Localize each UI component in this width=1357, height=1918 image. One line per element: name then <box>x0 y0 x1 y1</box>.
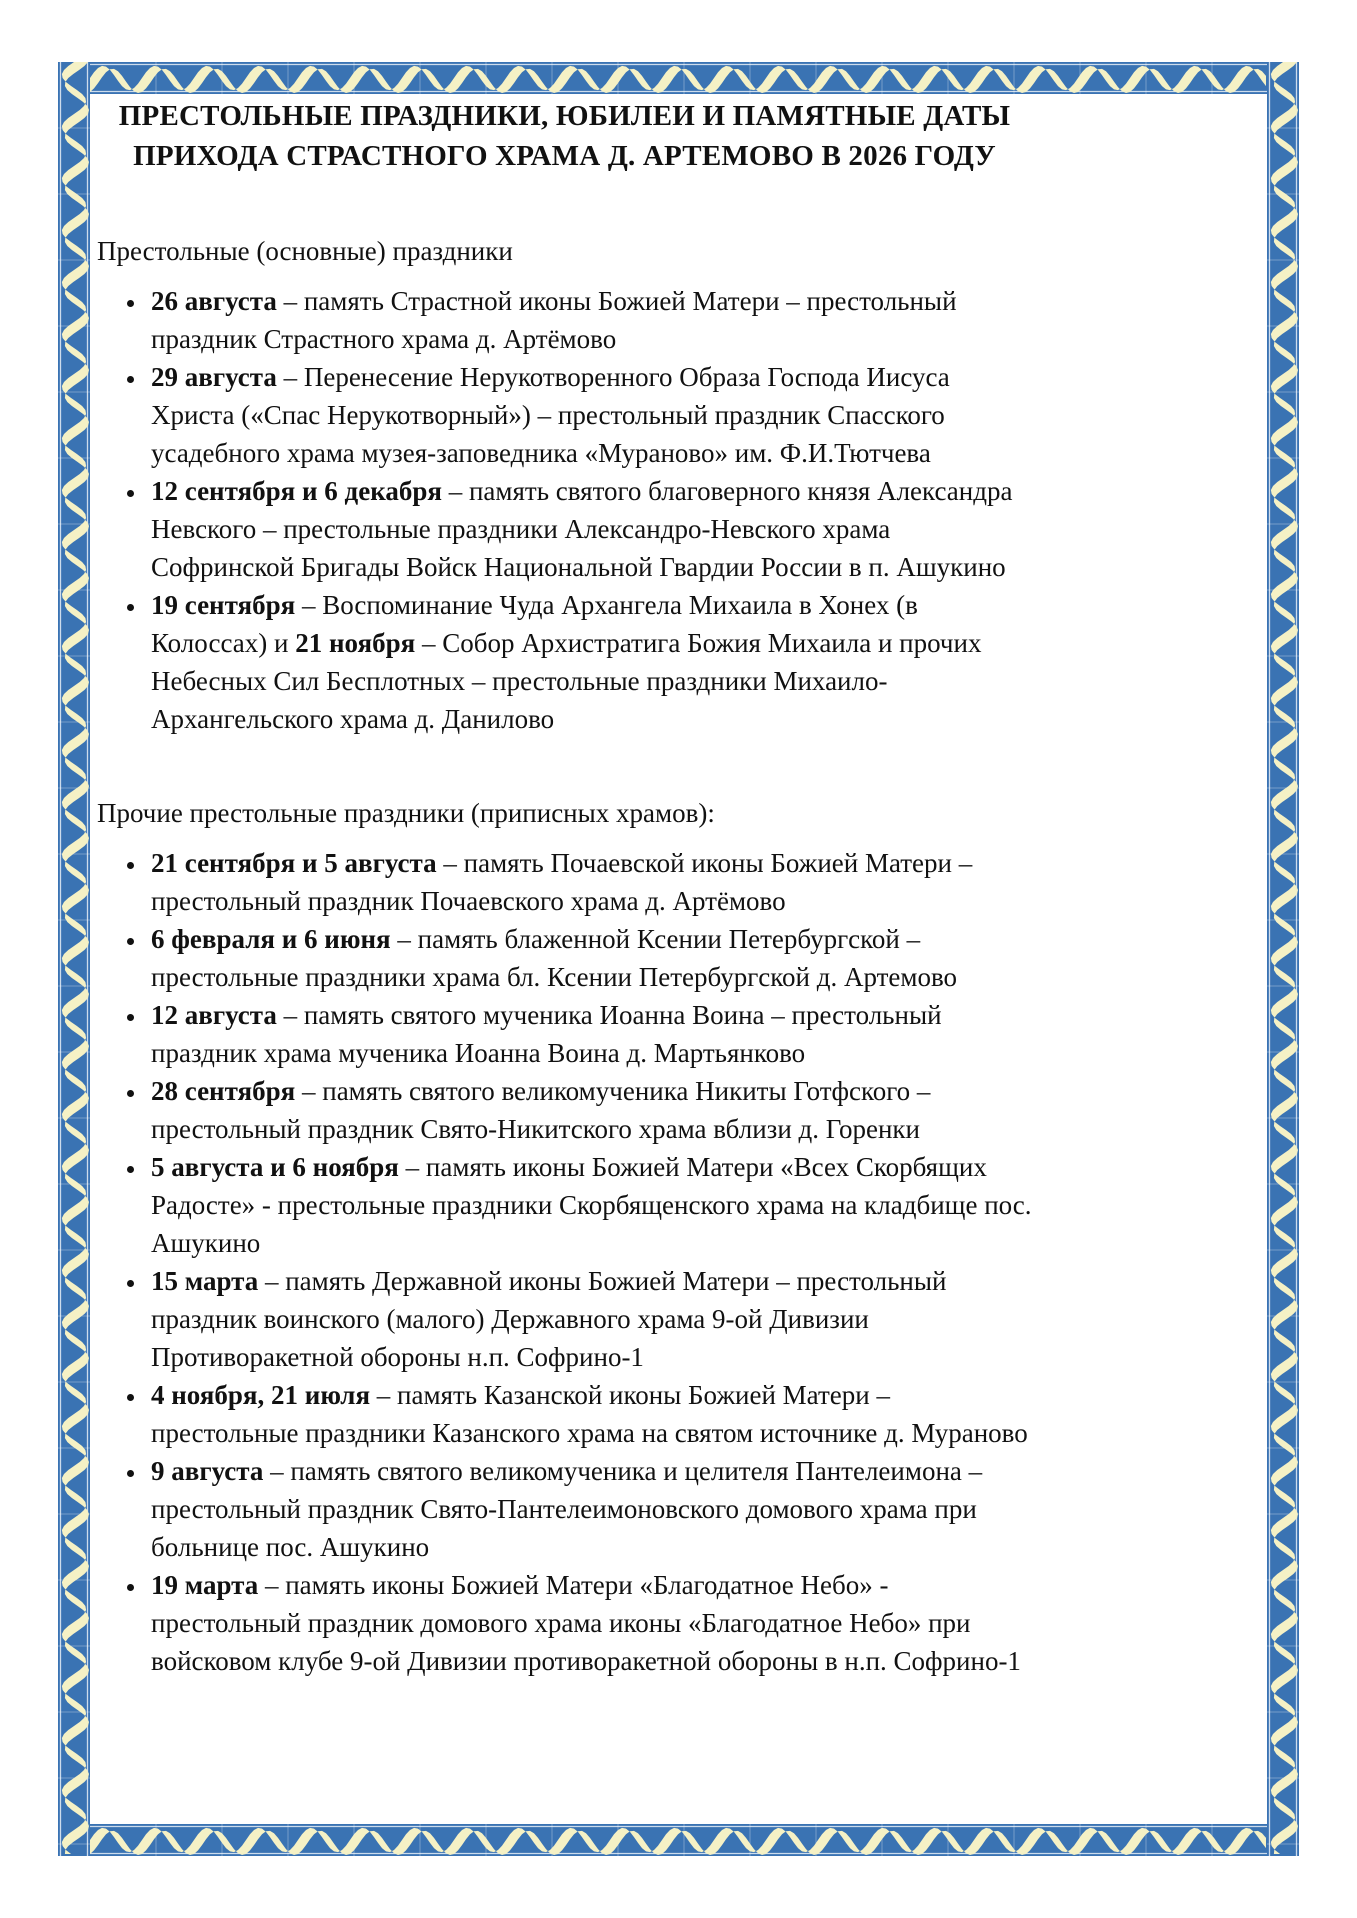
feast-description: – память святого мученика Иоанна Воина – престольный праздник храма мученика Иоанна Воина д. Мартьянково <box>151 1000 942 1068</box>
feast-date: 12 сентября и 6 декабря <box>151 476 442 506</box>
list-item <box>147 1262 1032 1376</box>
feast-date: 29 августа <box>151 362 277 392</box>
feast-description: – память святого великомученика Никиты Готфского – престольный праздник Свято-Никитского храма вблизи д. Горенки <box>151 1076 931 1144</box>
title-line-2: ПРИХОДА СТРАСТНОГО ХРАМА Д. АРТЕМОВО В 2026 ГОДУ <box>133 140 996 172</box>
feast-date: 19 сентября <box>151 590 296 620</box>
title-line-1: ПРЕСТОЛЬНЫЕ ПРАЗДНИКИ, ЮБИЛЕИ И ПАМЯТНЫЕ ДАТЫ <box>118 100 1011 132</box>
feast-description: – память иконы Божией Матери «Всех Скорбящих Радосте» - престольные праздники Скорбященского храма на кладбище пос. Ашукино <box>151 1152 1032 1258</box>
list-item <box>147 282 1032 358</box>
list-item <box>147 1566 1032 1680</box>
list-item <box>147 1072 1032 1148</box>
list-item <box>147 586 1032 738</box>
feast-date: 6 февраля и 6 июня <box>151 924 391 954</box>
feast-description: – Перенесение Нерукотворенного Образа Господа Иисуса Христа («Спас Нерукотворный») – престольный праздник Спасского усадебного храма музея-заповедника «Мураново» им. Ф.И.Тютчева <box>151 362 950 468</box>
feast-description: – память Почаевской иконы Божией Матери – престольный праздник Почаевского храма д. Артёмово <box>151 848 973 916</box>
feast-description: – память Державной иконы Божией Матери – престольный праздник воинского (малого) Державного храма 9-ой Дивизии Противоракетной обороны н.п. Софрино-1 <box>151 1266 947 1372</box>
feast-date: 9 августа <box>151 1456 264 1486</box>
feast-list-other <box>97 844 1032 1680</box>
feast-date: 21 ноября <box>295 628 416 658</box>
feast-date: 26 августа <box>151 286 277 316</box>
feast-date: 15 марта <box>151 1266 259 1296</box>
border-strip <box>1267 62 1299 1856</box>
feast-description: – память Казанской иконы Божией Матери – престольные праздники Казанского храма на святом источнике д. Мураново <box>151 1380 1028 1448</box>
list-item <box>147 358 1032 472</box>
border-strip <box>90 1824 1267 1856</box>
feast-date: 21 сентября и 5 августа <box>151 848 437 878</box>
list-item <box>147 1452 1032 1566</box>
feast-list-main <box>97 282 1032 738</box>
border-strip <box>90 62 1267 94</box>
list-item <box>147 1148 1032 1262</box>
list-item <box>147 472 1032 586</box>
list-item <box>147 1376 1032 1452</box>
feast-description: – Собор Архистратига Божия Михаила и прочих Небесных Сил Бесплотных – престольные праздники Михаило-Архангельского храма д. Данилово <box>151 628 982 734</box>
feast-date: 4 ноября, 21 июля <box>151 1380 371 1410</box>
feast-date: 19 марта <box>151 1570 259 1600</box>
border-strip <box>58 62 90 1856</box>
feast-description: – память блаженной Ксении Петербургской – престольные праздники храма бл. Ксении Петербургской д. Артемово <box>151 924 958 992</box>
document-title <box>97 96 1032 176</box>
feast-date: 28 сентября <box>151 1076 296 1106</box>
document-content <box>97 96 1032 1680</box>
feast-date: 12 августа <box>151 1000 277 1030</box>
list-item <box>147 996 1032 1072</box>
feast-description: – память святого благоверного князя Александра Невского – престольные праздники Александро-Невского храма Софринской Бригады Войск Национальной Гвардии России в п. Ашукино <box>151 476 1013 582</box>
feast-description: – Воспоминание Чуда Архангела Михаила в Хонех (в Колоссах) и <box>151 590 918 658</box>
section-heading-other: Прочие престольные праздники (приписных храмов): <box>97 798 715 828</box>
feast-description: – память Страстной иконы Божией Матери – престольный праздник Страстного храма д. Артёмово <box>151 286 957 354</box>
feast-date: 5 августа и 6 ноября <box>151 1152 399 1182</box>
list-item <box>147 920 1032 996</box>
feast-description: – память иконы Божией Матери «Благодатное Небо» - престольный праздник домового храма иконы «Благодатное Небо» при войсковом клубе 9-ой Дивизии противоракетной обороны в н.п. Софрино-1 <box>151 1570 1021 1676</box>
section-heading-main: Престольные (основные) праздники <box>97 236 513 266</box>
list-item <box>147 844 1032 920</box>
feast-description: – память святого великомученика и целителя Пантелеимона – престольный праздник Свято-Пантелеимоновского домового храма при больнице пос. Ашукино <box>151 1456 983 1562</box>
